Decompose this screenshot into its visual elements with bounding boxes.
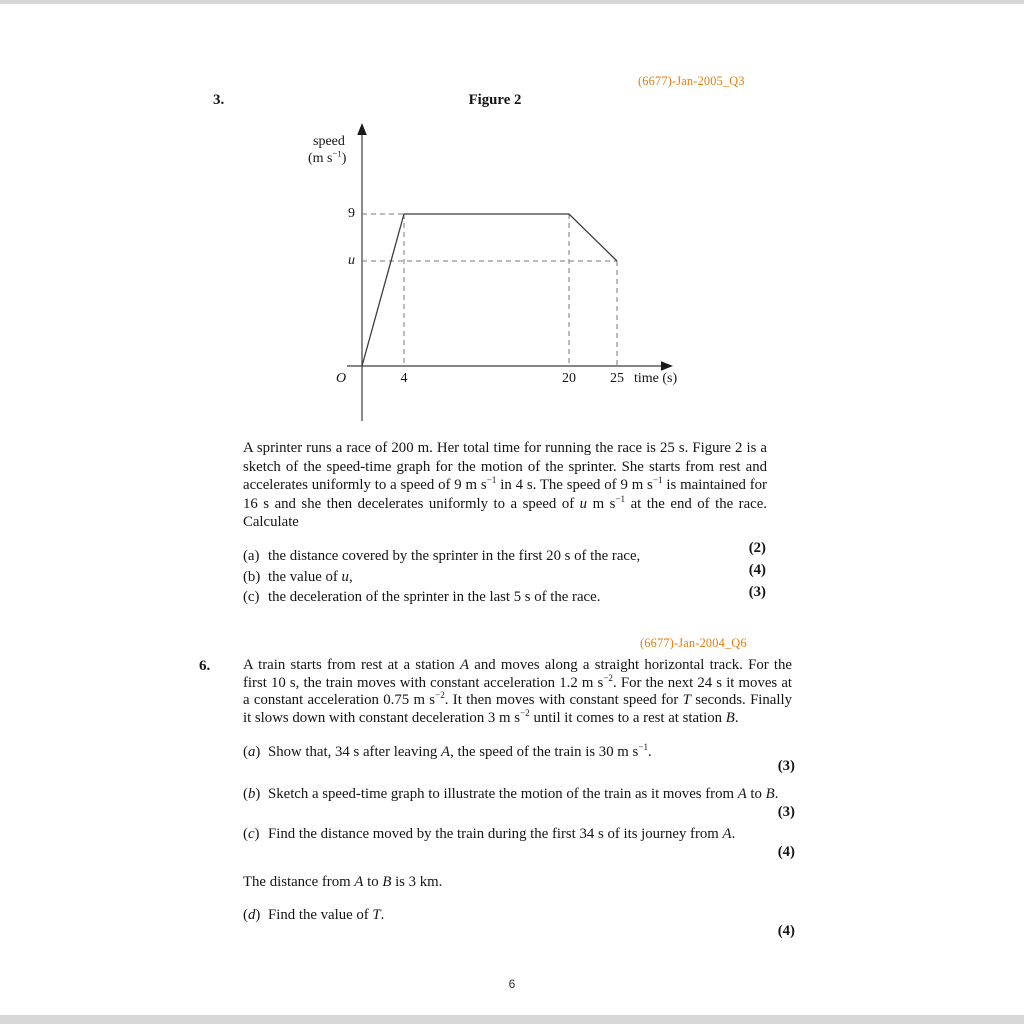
speed-curve — [362, 214, 617, 366]
question-number-q6: 6. — [199, 658, 211, 674]
q3-part-b — [243, 569, 767, 586]
q6-part-a-text: Show that, 34 s after leaving A, the speed of the train is 30 m $s^{-1}$. — [268, 742, 652, 760]
y-tick-u: u — [348, 253, 355, 268]
y-tick-9: 9 — [348, 206, 355, 221]
q3-part-c-marks: (3) — [748, 584, 766, 600]
x-tick-20: 20 — [562, 371, 576, 386]
x-axis-arrow-icon — [661, 361, 673, 371]
y-axis-arrow-icon — [357, 123, 367, 135]
speed-time-figure — [300, 118, 700, 430]
q6-part-c-text: Find the distance moved by the train during the first 34 s of its journey from A. — [268, 826, 736, 842]
q6-part-b-marks: (3) — [777, 804, 795, 820]
q3-part-b-label: (b) — [243, 569, 261, 585]
y-axis-label-line2: (m $s^{-1}$) — [308, 148, 347, 166]
scan-edge-top — [0, 0, 1024, 4]
q3-part-c — [243, 589, 767, 606]
exam-ref-tag-q3: (6677)-Jan-2005_Q3 — [638, 74, 745, 88]
q3-part-c-text: the deceleration of the sprinter in the last 5 s of the race. — [268, 589, 601, 605]
q6-part-c-label: (c) — [243, 826, 260, 842]
figure-title: Figure 2 — [468, 92, 522, 108]
q6-part-b-label: (b) — [243, 786, 261, 802]
question-number-q3: 3. — [213, 92, 225, 108]
q3-part-a-label: (a) — [243, 548, 260, 564]
page-number: 6 — [508, 977, 516, 991]
exam-ref-tag-q6: (6677)-Jan-2004_Q6 — [640, 636, 747, 650]
q6-part-c-marks: (4) — [777, 844, 795, 860]
q3-intro-paragraph: A sprinter runs a race of 200 m. Her total time for running the race is 25 s. Figure 2 is a sketch of the speed-time graph for the motion of the sprinter. She starts from rest and accelerates uniformly to a speed of 9 m $s^{-1}$ in 4 s. The speed of 9 m $s^{-1}$ is maintained for 16 s and she then decelerates uniformly to a speed of u m $s^{-1}$ at the end of the race. Calculate — [243, 440, 767, 531]
q6-part-b — [243, 786, 792, 803]
q6-part-b-text: Sketch a speed-time graph to illustrate the motion of the train as it moves from A to B. — [268, 786, 779, 802]
q6-part-d — [243, 907, 792, 924]
q3-part-a-text: the distance covered by the sprinter in the first 20 s of the race, — [268, 548, 641, 564]
q6-note: The distance from A to B is 3 km. — [243, 874, 443, 890]
q3-part-a — [243, 548, 767, 565]
q6-intro-paragraph: A train starts from rest at a station A and moves along a straight horizontal track. For the first 10 s, the train moves with constant acceleration 1.2 m $s^{-2}$. For the next 24 s it moves at a constant acceleration 0.75 m $s^{-2}$. It then moves with constant speed for T seconds. Finally it slows down with constant deceleration 3 m $s^{-2}$ until it comes to a rest at station B. — [243, 657, 792, 727]
q6-part-c — [243, 826, 792, 843]
scan-edge-bottom — [0, 1015, 1024, 1024]
q3-part-a-marks: (2) — [748, 540, 766, 556]
q6-part-d-marks: (4) — [777, 923, 795, 939]
y-axis-label-line1: speed — [313, 134, 345, 149]
q3-part-b-marks: (4) — [748, 562, 766, 578]
q6-part-a-marks: (3) — [777, 758, 795, 774]
x-tick-4: 4 — [400, 371, 408, 386]
x-axis-label: time (s) — [634, 371, 678, 386]
q3-part-b-text: the value of u, — [268, 569, 353, 585]
x-tick-25: 25 — [610, 371, 624, 386]
q6-part-d-text: Find the value of T. — [268, 907, 385, 923]
q6-part-d-label: (d) — [243, 907, 261, 923]
q3-part-c-label: (c) — [243, 589, 260, 605]
origin-label: O — [336, 371, 347, 386]
q6-part-a-label: (a) — [243, 744, 261, 760]
